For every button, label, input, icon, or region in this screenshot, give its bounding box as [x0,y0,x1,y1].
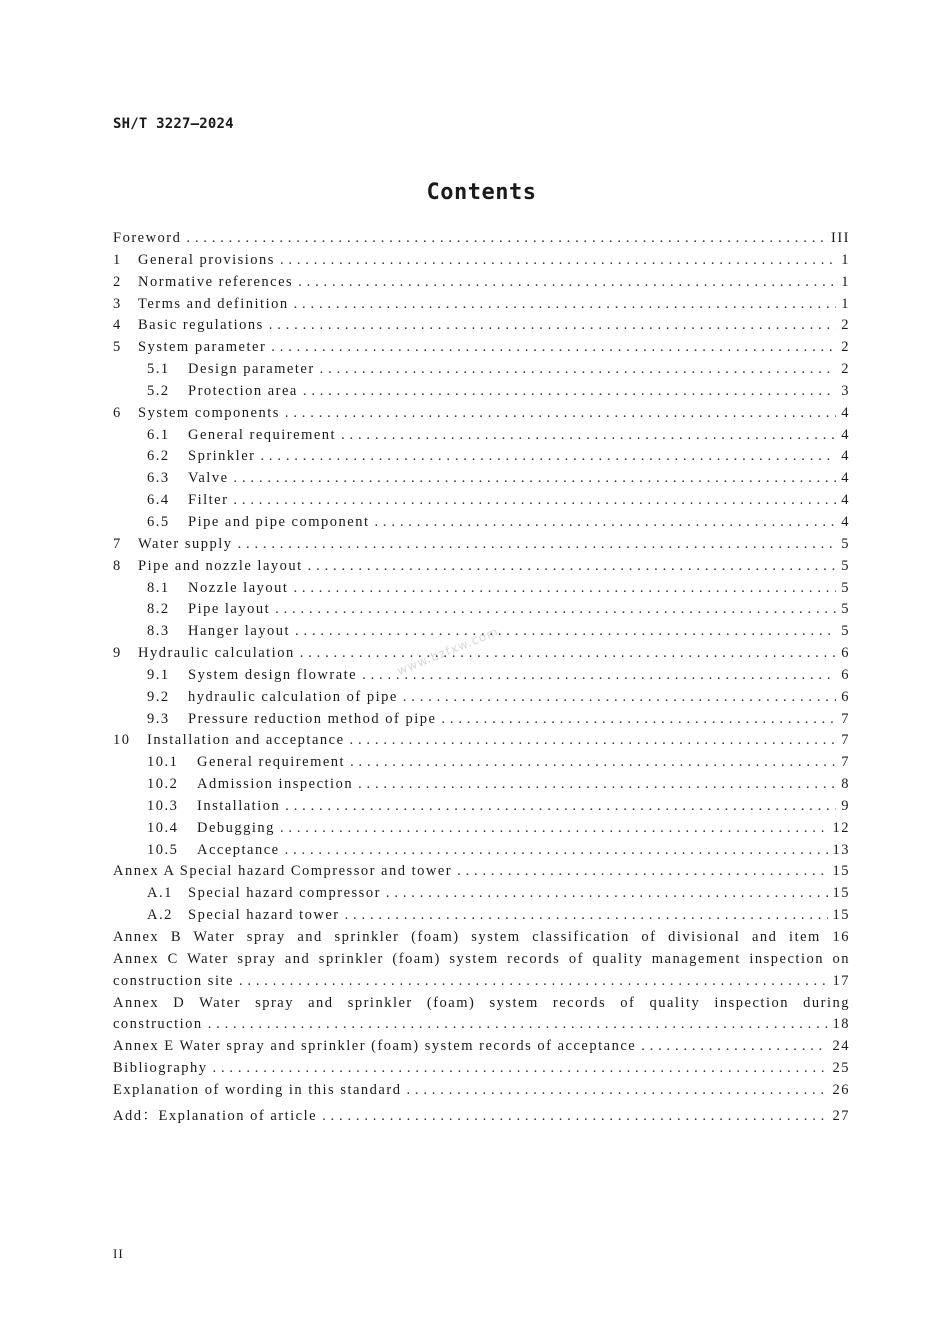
toc-entry-number: 9.2 [147,688,170,705]
toc-page-number: 7 [841,732,850,749]
dot-leader [213,1060,828,1077]
toc-entry-label: Add：Explanation of article [113,1107,318,1124]
toc-entry[interactable] [113,230,850,252]
toc-entry-label: Annex C Water spray and sprinkler (foam) system records of quality management inspection on [113,950,850,967]
toc-entry-label: Pipe and nozzle layout [138,557,303,574]
dot-leader [406,1082,827,1099]
dot-leader [341,427,836,444]
dot-leader [260,448,836,465]
toc-entry[interactable] [113,863,850,885]
toc-page-number: 25 [832,1060,850,1077]
toc-entry-number: 10 [113,732,131,749]
toc-page-number: 6 [841,666,850,683]
toc-entry[interactable] [113,842,850,864]
toc-entry-label: Nozzle layout [188,579,289,596]
toc-entry-number: 5.2 [147,382,170,399]
toc-entry-number: A.1 [147,885,173,902]
toc-entry[interactable] [113,754,850,776]
toc-entry-label: Annex A Special hazard Compressor and tower [113,863,453,880]
toc-page-number: 4 [841,470,850,487]
toc-entry-label: Basic regulations [138,317,264,334]
toc-page-number: 3 [841,382,850,399]
dot-leader [350,732,837,749]
toc-entry[interactable] [113,601,850,623]
toc-entry-label: Installation and acceptance [147,732,345,749]
toc-entry-number: 6.5 [147,513,170,530]
toc-entry[interactable] [113,689,850,711]
toc-entry-label: Filter [188,492,229,509]
dot-leader [345,907,828,924]
toc-page-number: 7 [841,710,850,727]
toc-page-number: 4 [841,448,850,465]
toc-entry-bibliography[interactable] [113,1060,850,1082]
toc-entry[interactable] [113,361,850,383]
toc-entry-label: Valve [188,470,229,487]
toc-entry[interactable] [113,339,850,361]
toc-page-number: 6 [841,688,850,705]
toc-entry-label: Annex B Water spray and sprinkler (foam) system classification of divisional and item 16 [113,929,850,945]
toc-entry[interactable] [113,885,850,907]
toc-page-number: 1 [841,295,850,312]
toc-entry[interactable] [113,514,850,536]
toc-entry-number: 8.3 [147,623,170,640]
toc-entry-number: 6.2 [147,448,170,465]
toc-entry[interactable] [113,776,850,798]
toc-entry-annex-c-cont[interactable] [113,973,850,995]
toc-page-number: 7 [841,754,850,771]
toc-entry[interactable] [113,623,850,645]
toc-entry-label: Foreword [113,230,182,246]
dot-leader [300,645,837,662]
toc-entry-label: Pipe layout [188,601,271,618]
page-title: Contents [426,180,537,205]
toc-entry-number: 6.4 [147,492,170,509]
toc-page-number: 6 [841,645,850,662]
toc-page-number: 15 [832,907,850,924]
dot-leader [293,580,836,597]
dot-leader [303,383,836,400]
toc-page-number: 17 [832,972,850,989]
dot-leader [285,842,828,859]
toc-entry[interactable] [113,711,850,733]
toc-entry-label: Water supply [138,535,233,552]
toc-page-number: 4 [841,513,850,530]
toc-entry[interactable] [113,405,850,427]
toc-entry-label: Pipe and pipe component [188,513,370,530]
toc-page-number: 2 [841,339,850,356]
toc-page-number: 2 [841,317,850,334]
dot-leader [320,361,837,378]
toc-entry-label: construction [113,1016,203,1033]
toc-entry-explanation[interactable] [113,1082,850,1104]
toc-entry[interactable] [113,798,850,820]
toc-entry[interactable] [113,252,850,274]
toc-entry-number: 10.4 [147,819,179,836]
dot-leader [294,296,837,313]
toc-page-number: 13 [832,841,850,858]
dot-leader [280,820,828,837]
toc-entry-annex-c[interactable] [113,951,850,973]
dot-leader [269,317,836,334]
dot-leader [186,230,826,247]
dot-leader [362,667,836,684]
toc-entry-add[interactable] [113,1104,850,1126]
dot-leader [234,470,837,487]
toc-entry[interactable] [113,667,850,689]
toc-entry-number: 8 [113,557,122,574]
toc-entry-label: System parameter [138,339,267,356]
toc-entry-label: General provisions [138,251,275,268]
toc-entry-label: Normative references [138,273,294,290]
toc-entry-label: Explanation of wording in this standard [113,1081,402,1098]
toc-page-number: 26 [832,1081,850,1098]
toc-entry-number: 10.5 [147,841,179,858]
dot-leader [374,514,836,531]
toc-entry-label: Annex E Water spray and sprinkler (foam) system records of acceptance [113,1038,637,1055]
dot-leader [285,405,836,422]
toc-page-number: 5 [841,535,850,552]
toc-page-number: 18 [832,1016,850,1033]
toc-entry[interactable] [113,296,850,318]
toc-page-number: 15 [832,885,850,902]
dot-leader [280,252,836,269]
toc-entry-label: Special hazard tower [188,907,340,924]
toc-entry-number: 9.3 [147,710,170,727]
toc-entry-label: Sprinkler [188,448,256,465]
toc-entry-number: 7 [113,535,122,552]
toc-entry-number: 10.3 [147,797,179,814]
toc-entry-number: 6 [113,404,122,421]
dot-leader [298,274,836,291]
toc-entry[interactable] [113,732,850,754]
dot-leader [208,1016,828,1033]
toc-entry[interactable] [113,907,850,929]
toc-entry[interactable] [113,274,850,296]
toc-entry-label: Special hazard compressor [188,885,381,902]
dot-leader [457,863,827,880]
toc-entry[interactable] [113,427,850,449]
toc-entry-label: Hydraulic calculation [138,645,295,662]
toc-entry-number: 8.1 [147,579,170,596]
standard-code: SH/T 3227—2024 [113,116,234,132]
toc-entry[interactable] [113,580,850,602]
toc-entry[interactable] [113,492,850,514]
toc-page-number: III [831,230,850,246]
toc-page-number: 12 [832,819,850,836]
dot-leader [386,885,828,902]
toc-entry-label: Protection area [188,382,298,399]
toc-entry-label: System design flowrate [188,666,358,683]
toc-page-number: 4 [841,492,850,509]
toc-entry-label: Installation [197,797,281,814]
toc-page-number: 1 [841,251,850,268]
toc-entry[interactable] [113,536,850,558]
toc-page-number: 5 [841,557,850,574]
toc-page-number: 9 [841,797,850,814]
toc-entry-annex-b[interactable] [113,929,850,951]
toc-page-number: 2 [841,361,850,378]
toc-page-number: 4 [841,404,850,421]
toc-page-number: 24 [832,1038,850,1055]
toc-entry-number: 3 [113,295,122,312]
dot-leader [295,623,836,640]
toc-entry-label: General requirement [188,426,337,443]
toc-entry[interactable] [113,448,850,470]
toc-page-number: 8 [841,776,850,793]
toc-entry-number: 4 [113,317,122,334]
table-of-contents [113,230,850,1126]
toc-entry-label: Terms and definition [138,295,289,312]
toc-entry-number: 10.1 [147,754,179,771]
toc-entry-label: hydraulic calculation of pipe [188,688,398,705]
toc-entry-label: Debugging [197,819,275,836]
toc-page-number: 15 [832,863,850,880]
page-number-footer: II [113,1246,124,1261]
toc-entry-label: Annex D Water spray and sprinkler (foam) system records of quality inspection during [113,994,850,1011]
toc-page-number: 5 [841,579,850,596]
dot-leader [308,558,837,575]
dot-leader [403,689,836,706]
toc-entry-annex-e[interactable] [113,1038,850,1060]
toc-entry-label: Bibliography [113,1060,208,1077]
dot-leader [641,1038,827,1055]
toc-entry[interactable] [113,645,850,667]
toc-entry[interactable] [113,820,850,842]
dot-leader [285,798,836,815]
toc-page-number: 4 [841,426,850,443]
toc-page-number: 5 [841,601,850,618]
toc-entry-number: A.2 [147,907,173,924]
dot-leader [238,536,837,553]
toc-entry-number: 2 [113,273,122,290]
toc-entry-label: Admission inspection [197,776,354,793]
toc-entry-label: Hanger layout [188,623,291,640]
toc-entry-number: 9 [113,645,122,662]
toc-entry-label: Design parameter [188,361,315,378]
dot-leader [233,492,836,509]
toc-entry-label: Pressure reduction method of pipe [188,710,437,727]
toc-entry-number: 1 [113,251,122,268]
toc-page-number: 1 [841,273,850,290]
toc-entry-number: 10.2 [147,776,179,793]
toc-entry-label: Acceptance [197,841,280,858]
toc-entry-number: 9.1 [147,666,170,683]
toc-page-number: 27 [832,1107,850,1124]
toc-entry-number: 8.2 [147,601,170,618]
dot-leader [350,754,836,771]
toc-entry-number: 6.3 [147,470,170,487]
toc-entry[interactable] [113,383,850,405]
dot-leader [441,711,836,728]
toc-entry-annex-d-cont[interactable] [113,1016,850,1038]
toc-entry-number: 6.1 [147,426,170,443]
toc-rows [113,230,850,929]
dot-leader [358,776,836,793]
toc-entry[interactable] [113,317,850,339]
dot-leader [239,973,828,990]
dot-leader [322,1108,827,1125]
toc-entry-label: construction site [113,972,234,989]
toc-page-number: 5 [841,623,850,640]
watermark: www.bzfxw.com [395,624,501,678]
toc-entry-annex-d[interactable] [113,995,850,1017]
toc-entry-number: 5.1 [147,361,170,378]
dot-leader [275,601,836,618]
toc-entry[interactable] [113,558,850,580]
toc-entry-label: System components [138,404,280,421]
toc-entry-label: General requirement [197,754,346,771]
toc-entry[interactable] [113,470,850,492]
toc-entry-number: 5 [113,339,122,356]
dot-leader [271,339,836,356]
